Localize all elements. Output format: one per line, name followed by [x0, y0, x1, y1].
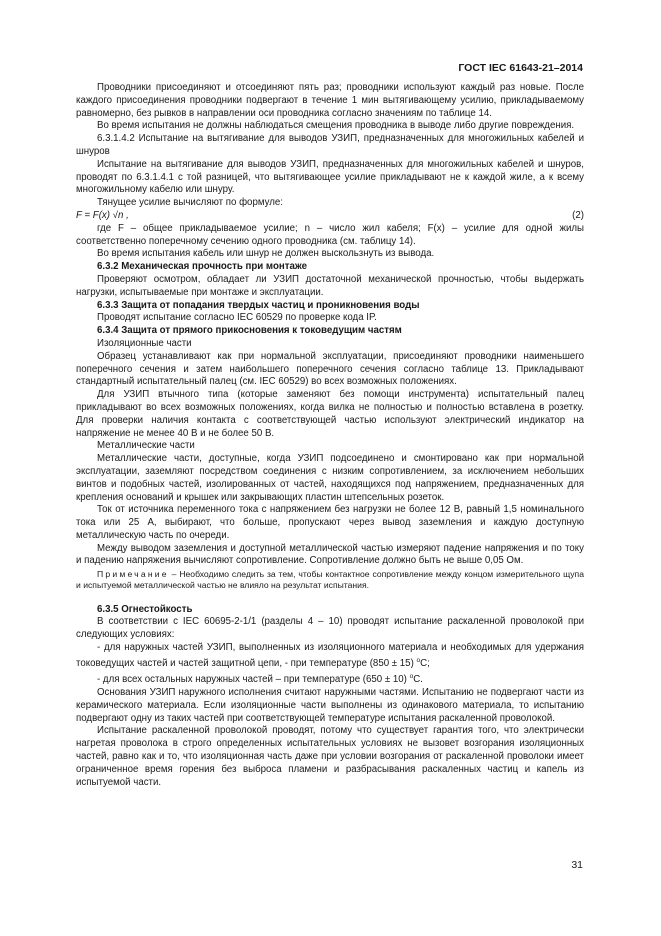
paragraph: Образец устанавливают как при нормальной эксплуатации, присоединяют проводники наименьшего поперечного сечения и затем наибольшего поперечного сечения согласно таблице 13. Прикладывают стандартный испытательный палец (см. IEC 60529) во всех возможных положениях.	[76, 350, 584, 388]
paragraph: где F – общее прикладываемое усилие; n – число жил кабеля; F(x) – усилие для одной жилы соответственно поперечному сечению одного проводника (см. таблицу 14).	[76, 222, 584, 247]
subsection-heading: 6.3.1.4.2 Испытание на вытягивание для выводов УЗИП, предназначенных для многожильных кабелей и шнуров	[76, 133, 584, 157]
degree-sign: o	[409, 672, 414, 680]
note-text: – Необходимо следить за тем, чтобы контактное сопротивление между концом измерительного щупа и испытуемой металлической частью не влияло на результат испытания.	[76, 569, 584, 591]
list-item-text: - для всех остальных наружных частей – при температуре (650 ± 10)	[97, 674, 410, 686]
formula-number: (2)	[572, 209, 584, 221]
paragraph: Проводят испытание согласно IEC 60529 по проверке кода IP.	[97, 312, 377, 324]
paragraph: Тянущее усилие вычисляют по формуле:	[97, 197, 283, 209]
page-number: 31	[571, 859, 583, 871]
paragraph: Испытание на вытягивание для выводов УЗИП, предназначенных для многожильных кабелей и шнуров, проводят по 6.3.1.4.1 с той разницей, что вытягивающее усилие прикладывают не к каждой жиле, а к всему многожильному кабелю или шнуру.	[76, 158, 584, 196]
document-header: ГОСТ IEC 61643-21–2014	[458, 62, 583, 74]
list-item	[76, 642, 584, 671]
unit-text: С.	[413, 674, 423, 686]
paragraph: Основания УЗИП наружного исполнения считают наружными частями. Испытанию не подвергают части из керамического материала. Если изоляционные части выполнены из одинакового материала, то испытанию подвергают одну из таких частей при соответствующей температуре испытания раскаленной проволокой.	[76, 686, 584, 724]
formula-expression: F = F(x) √n ,	[76, 209, 129, 221]
paragraph: Ток от источника переменного тока с напряжением без нагрузки не более 12 В, равный 1,5 номинального тока или 25 А, выбирают, что больше, пропускают через вывод заземления и каждую доступную металлическую часть по очереди.	[76, 504, 584, 541]
paragraph: Во время испытания кабель или шнур не должен выскользнуть из вывода.	[97, 248, 435, 260]
paragraph: Металлические части, доступные, когда УЗИП подсоединено и смонтировано как при нормальной эксплуатации, заземляют посредством соединения с низким сопротивлением, за исключением небольших винтов и подобных частей, изолированных от частей, находящихся под напряжением, предназначенных для крепления оснований и крышек или закрывающих пластин штепсельных розеток.	[76, 453, 584, 503]
paragraph: Проводники присоединяют и отсоединяют пять раз; проводники используют каждый раз новые. После каждого присоединения проводники подвергают в течение 1 мин вытягивающему усилию, прикладываемому равномерно, без рывков в направлении оси проводника согласно значениям по таблице 14.	[76, 82, 584, 119]
paragraph: Металлические части	[97, 440, 195, 452]
paragraph: Во время испытания не должны наблюдаться смещения проводника в выводе либо другие повреждения.	[97, 120, 575, 132]
page-body	[76, 82, 584, 789]
paragraph: Испытание раскаленной проволокой проводят, потому что существует гарантия того, что электрически нагретая проволока в строго определенных испытательных условиях не вызовет возгорания изоляционных частей, равно как и то, что изоляционная часть даже при условии возгорания от раскаленной проволоки имеет ограниченное время горения без выброса пламени и разбрасывания раскаленных частиц и капель из испытуемой части.	[76, 725, 584, 788]
section-heading: 6.3.4 Защита от прямого прикосновения к токоведущим частям	[97, 325, 402, 337]
section-heading: 6.3.3 Защита от попадания твердых частиц и проникновения воды	[97, 299, 420, 311]
section-heading: 6.3.2 Механическая прочность при монтаже	[97, 261, 307, 273]
section-heading: 6.3.5 Огнестойкость	[97, 603, 193, 615]
note	[76, 569, 584, 591]
paragraph: Изоляционные части	[97, 337, 192, 349]
paragraph: Между выводом заземления и доступной металлической частью измеряют падение напряжения и по току и падению напряжения вычисляют сопротивление. Сопротивление должно быть не выше 0,05 Ом.	[76, 542, 584, 567]
list-item	[76, 671, 584, 687]
note-label: Примечание	[97, 569, 169, 580]
formula	[76, 210, 584, 223]
paragraph: В соответствии с IEC 60695-2-1/1 (разделы 4 – 10) проводят испытание раскаленной проволокой при следующих условиях:	[76, 616, 584, 641]
paragraph: Для УЗИП втычного типа (которые заменяют без помощи инструмента) испытательный палец прикладывают во всех возможных положениях, когда вилка не полностью и полностью вставлена в розетку. Для проверки наличия контакта с соответствующей частью используют электрический индикатор на напряжение не менее 40 В и не более 50 В.	[76, 389, 584, 439]
unit-text: С;	[420, 658, 430, 670]
degree-sign: o	[416, 656, 421, 664]
paragraph: Проверяют осмотром, обладает ли УЗИП достаточной механической прочностью, чтобы выдержать нагрузки, испытываемые при монтаже и эксплуатации.	[76, 273, 584, 298]
list-item-text: - для наружных частей УЗИП, выполненных из изоляционного материала и необходимых для удержания токоведущих частей и частей защитной цепи, - при температуре (850 ± 15)	[76, 642, 584, 670]
